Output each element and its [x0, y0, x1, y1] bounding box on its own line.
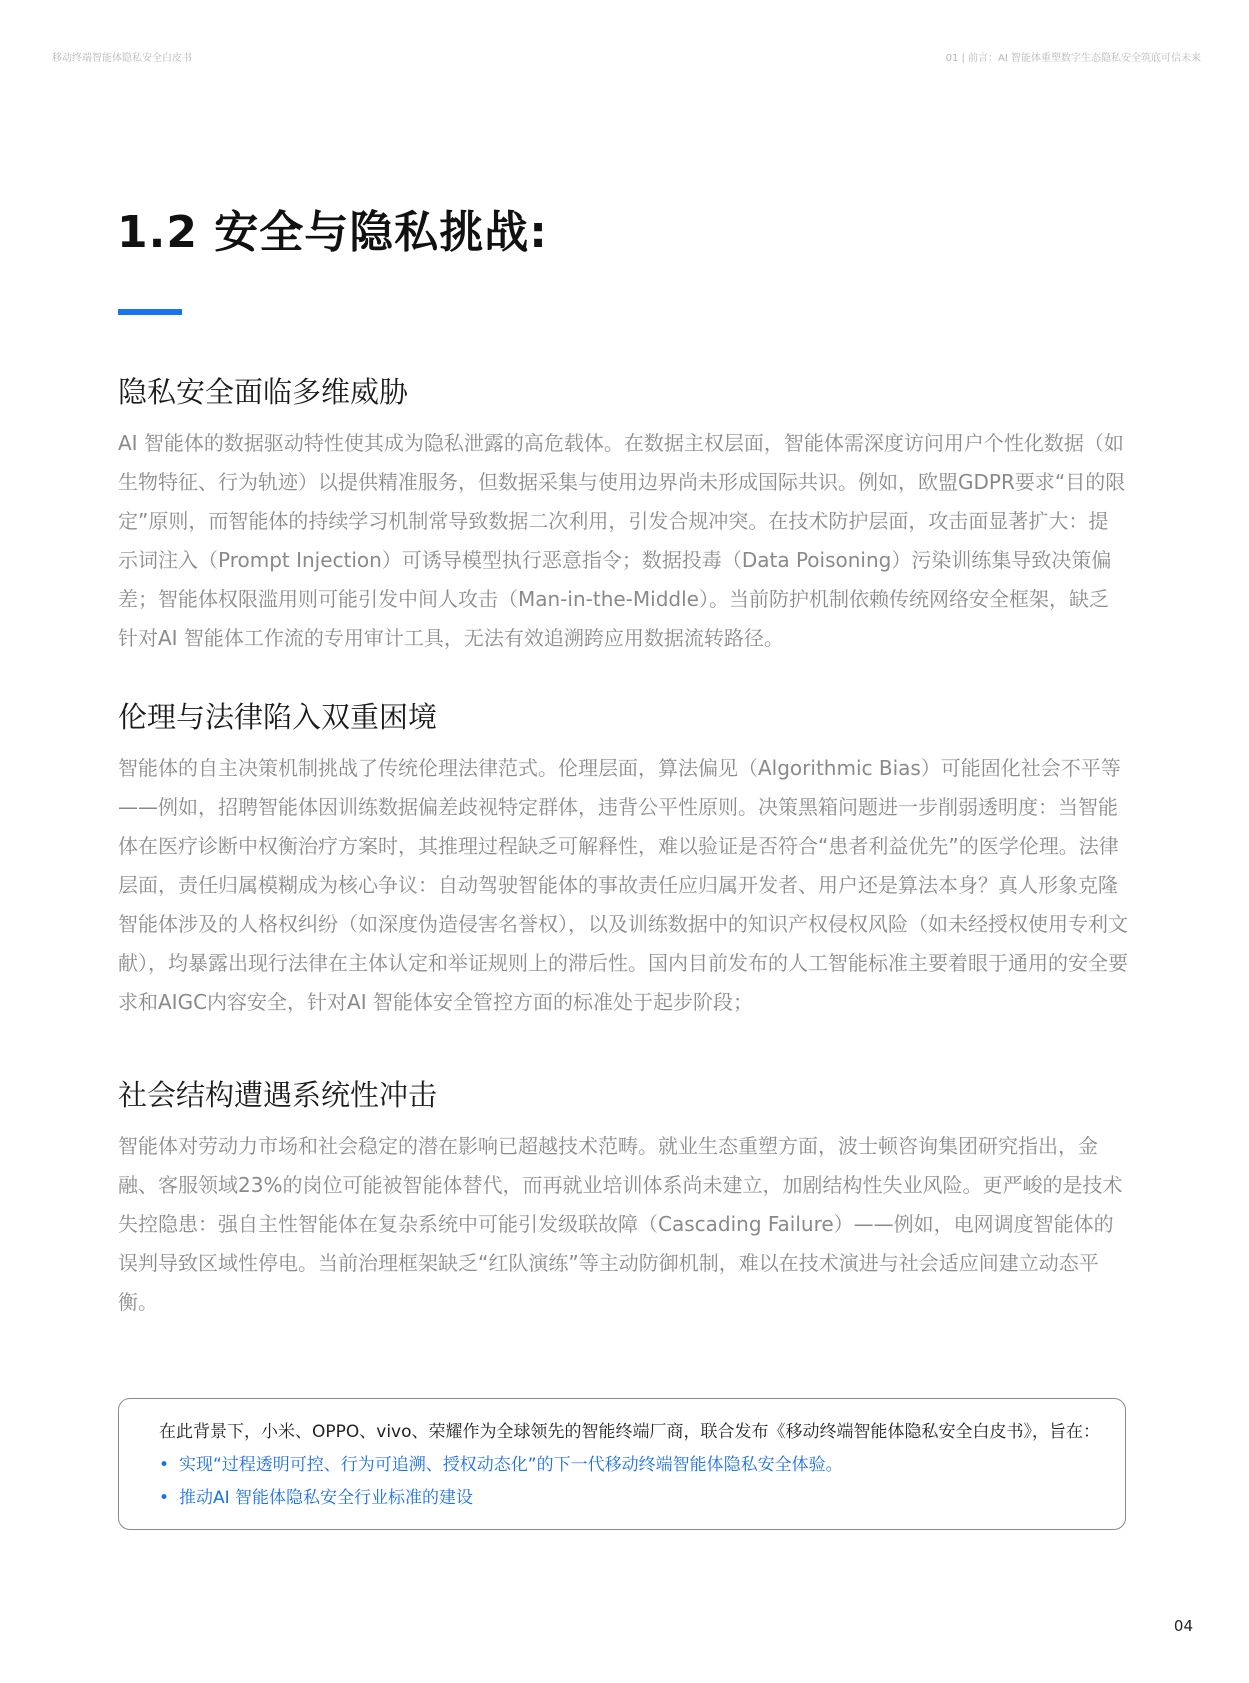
page-title: 1.2 安全与隐私挑战:: [117, 207, 548, 258]
section-ethics-law: [118, 697, 1128, 1022]
list-item: [159, 1482, 1105, 1515]
section-heading: 社会结构遭遇系统性冲击: [118, 1078, 438, 1112]
list-item: [159, 1449, 1105, 1482]
callout-list: [159, 1449, 1105, 1515]
page-number: 04: [1173, 1617, 1193, 1635]
section-privacy-threats: [118, 372, 1128, 658]
section-heading: 隐私安全面临多维威胁: [118, 375, 409, 409]
header-chapter-title: 01 | 前言：AI 智能体重塑数字生态隐私安全筑底可信未来: [945, 53, 1201, 64]
section-body: 智能体的自主决策机制挑战了传统伦理法律范式。伦理层面，算法偏见（Algorithmic Bias）可能固化社会不平等——例如，招聘智能体因训练数据偏差歧视特定群体，违背公平性原则。决策黑箱问题进一步削弱透明度：当智能体在医疗诊断中权衡治疗方案时，其推理过程缺乏可解释性，难以验证是否符合“患者利益优先”的医学伦理。法律层面，责任归属模糊成为核心争议：自动驾驶智能体的事故责任应归属开发者、用户还是算法本身？真人形象克隆智能体涉及的人格权纠纷（如深度伪造侵害名誉权），以及训练数据中的知识产权侵权风险（如未经授权使用专利文献），均暴露出现行法律在主体认定和举证规则上的滞后性。国内目前发布的人工智能标准主要着眼于通用的安全要求和AIGC内容安全，针对AI 智能体安全管控方面的标准处于起步阶段；: [118, 756, 1128, 1014]
section-body: 智能体对劳动力市场和社会稳定的潜在影响已超越技术范畴。就业生态重塑方面，波士顿咨询集团研究指出，金融、客服领域23%的岗位可能被智能体替代，而再就业培训体系尚未建立，加剧结构性失业风险。更严峻的是技术失控隐患：强自主性智能体在复杂系统中可能引发级联故障（Cascading Failure）——例如，电网调度智能体的误判导致区域性停电。当前治理框架缺乏“红队演练”等主动防御机制，难以在技术演进与社会适应间建立动态平衡。: [118, 1134, 1123, 1314]
list-item-text: 实现“过程透明可控、行为可追溯、授权动态化”的下一代移动终端智能体隐私安全体验。: [179, 1455, 843, 1475]
callout-lead: 在此背景下，小米、OPPO、vivo、荣耀作为全球领先的智能终端厂商，联合发布《移动终端智能体隐私安全白皮书》，旨在：: [159, 1422, 1101, 1442]
section-heading: 伦理与法律陷入双重困境: [118, 700, 438, 734]
list-item-text: 推动AI 智能体隐私安全行业标准的建设: [179, 1488, 474, 1508]
section-body: AI 智能体的数据驱动特性使其成为隐私泄露的高危载体。在数据主权层面，智能体需深度访问用户个性化数据（如生物特征、行为轨迹）以提供精准服务，但数据采集与使用边界尚未形成国际共识。例如，欧盟GDPR要求“目的限定”原则，而智能体的持续学习机制常导致数据二次利用，引发合规冲突。在技术防护层面，攻击面显著扩大：提示词注入（Prompt Injection）可诱导模型执行恶意指令；数据投毒（Data Poisoning）污染训练集导致决策偏差；智能体权限滥用则可能引发中间人攻击（Man-in-the-Middle）。当前防护机制依赖传统网络安全框架，缺乏针对AI 智能体工作流的专用审计工具，无法有效追溯跨应用数据流转路径。: [118, 431, 1126, 650]
header-document-title: 移动终端智能体隐私安全白皮书: [52, 53, 192, 64]
title-accent-bar: [118, 309, 182, 315]
bullet-icon: •: [159, 1455, 170, 1475]
bullet-icon: •: [159, 1488, 170, 1508]
callout-box: [118, 1398, 1126, 1530]
section-social-impact: [118, 1075, 1128, 1322]
